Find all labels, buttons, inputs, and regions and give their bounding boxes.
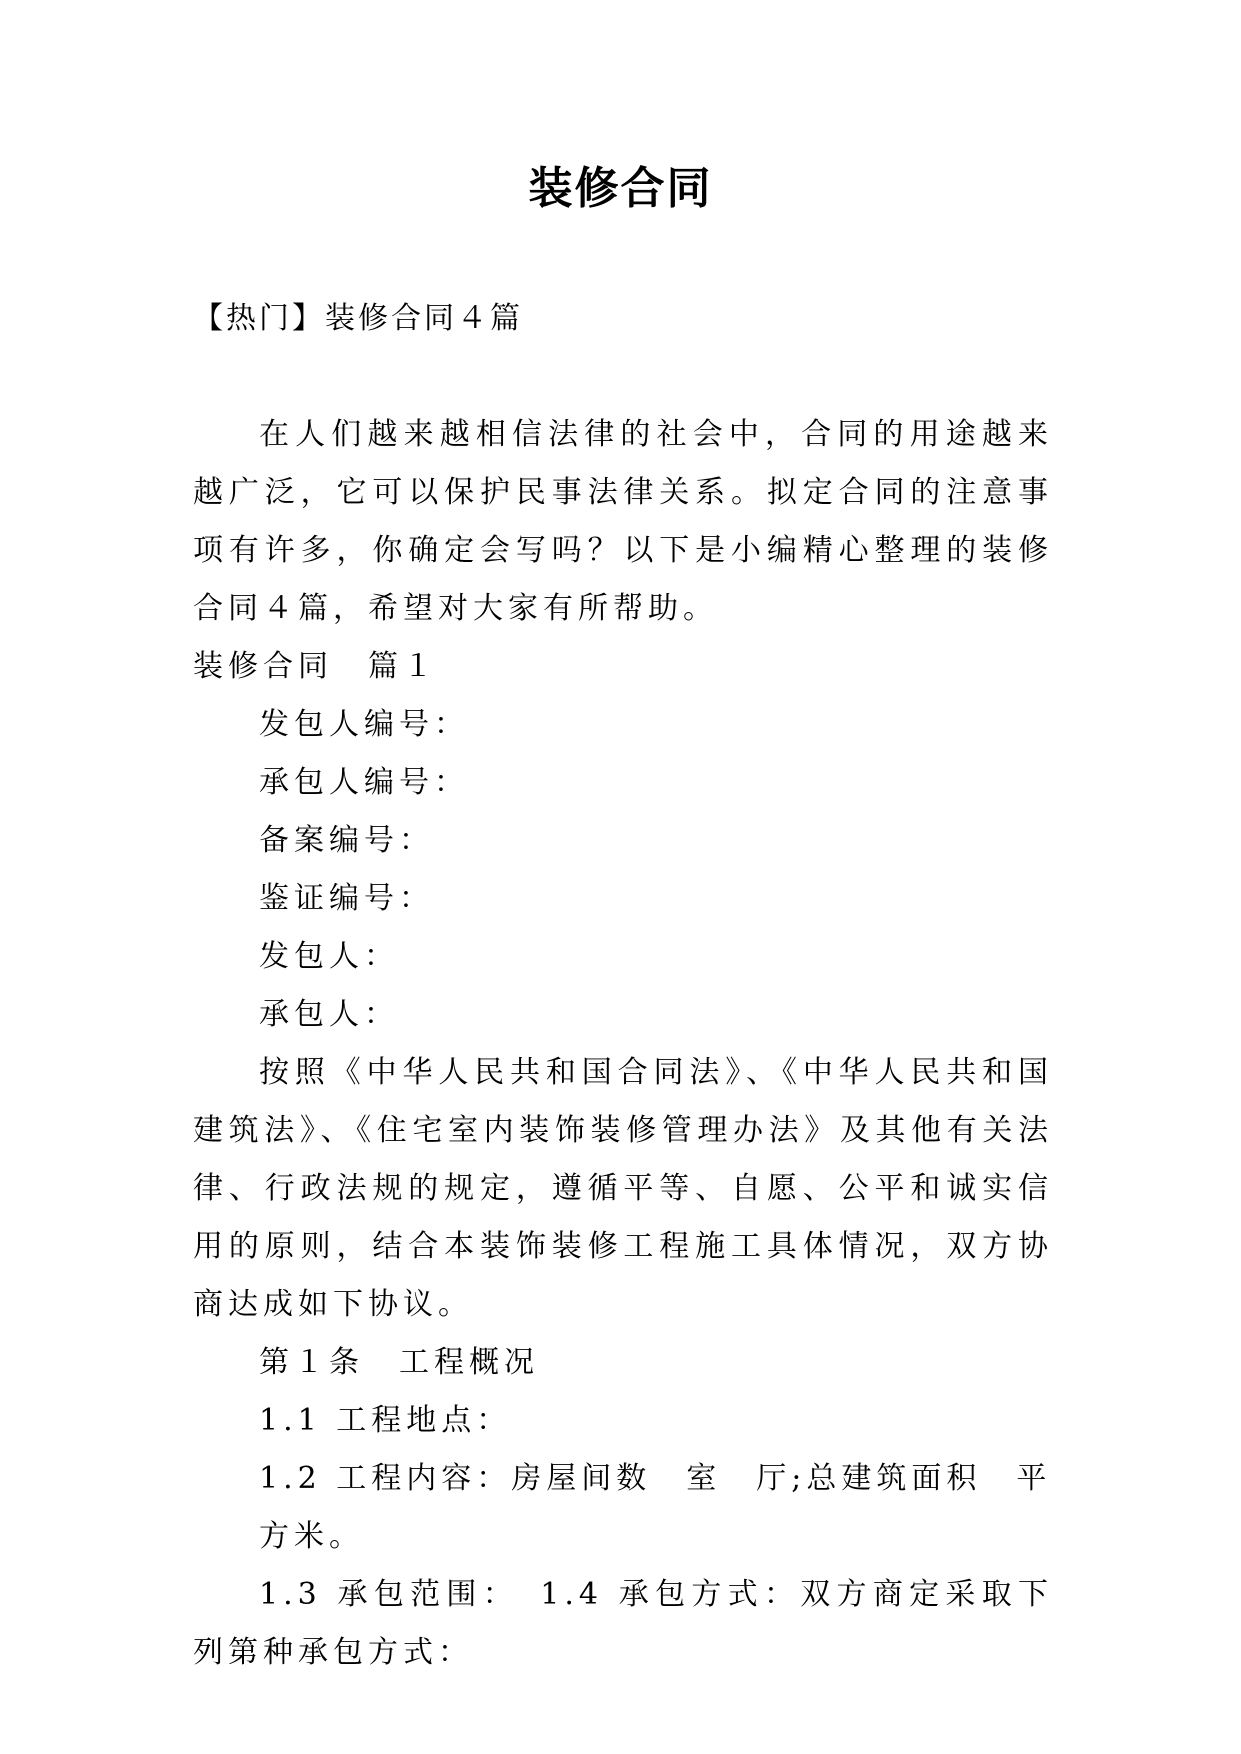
field-contractor-number: 承包人编号： — [259, 765, 469, 800]
field-employer-number: 发包人编号： — [259, 707, 469, 742]
field-employer: 发包人： — [259, 939, 399, 974]
item-1-1: 1.1 工程地点： — [259, 1403, 512, 1438]
item-1-3-1-4: 1.3 承包范围： 1.4 承包方式：双方商定采取下列第种承包方式： — [193, 1577, 1053, 1670]
article-1-heading: 第１条 工程概况 — [259, 1345, 539, 1380]
document-title: 装修合同 — [528, 163, 713, 214]
legal-basis-paragraph: 按照《中华人民共和国合同法》、《中华人民共和国建筑法》、《住宅室内装饰装修管理办法》及其他有关法律、行政法规的规定，遵循平等、自愿、公平和诚实信用的原则，结合本装饰装修工程施工具体情况，双方协商达成如下协议。 — [193, 1055, 1053, 1322]
field-filing-number: 备案编号： — [259, 823, 434, 858]
document-subtitle: 【热门】装修合同４篇 — [193, 301, 523, 336]
section-heading: 装修合同 篇１ — [193, 649, 438, 684]
field-certification-number: 鉴证编号： — [259, 881, 434, 916]
intro-paragraph: 在人们越来越相信法律的社会中，合同的用途越来越广泛，它可以保护民事法律关系。拟定合同的注意事项有许多，你确定会写吗？以下是小编精心整理的装修合同４篇，希望对大家有所帮助。 — [193, 417, 1053, 626]
document-body — [193, 406, 1053, 1682]
item-1-2: 1.2 工程内容：房屋间数 室 厅;总建筑面积 平方米。 — [259, 1461, 1052, 1554]
field-contractor: 承包人： — [259, 997, 399, 1032]
